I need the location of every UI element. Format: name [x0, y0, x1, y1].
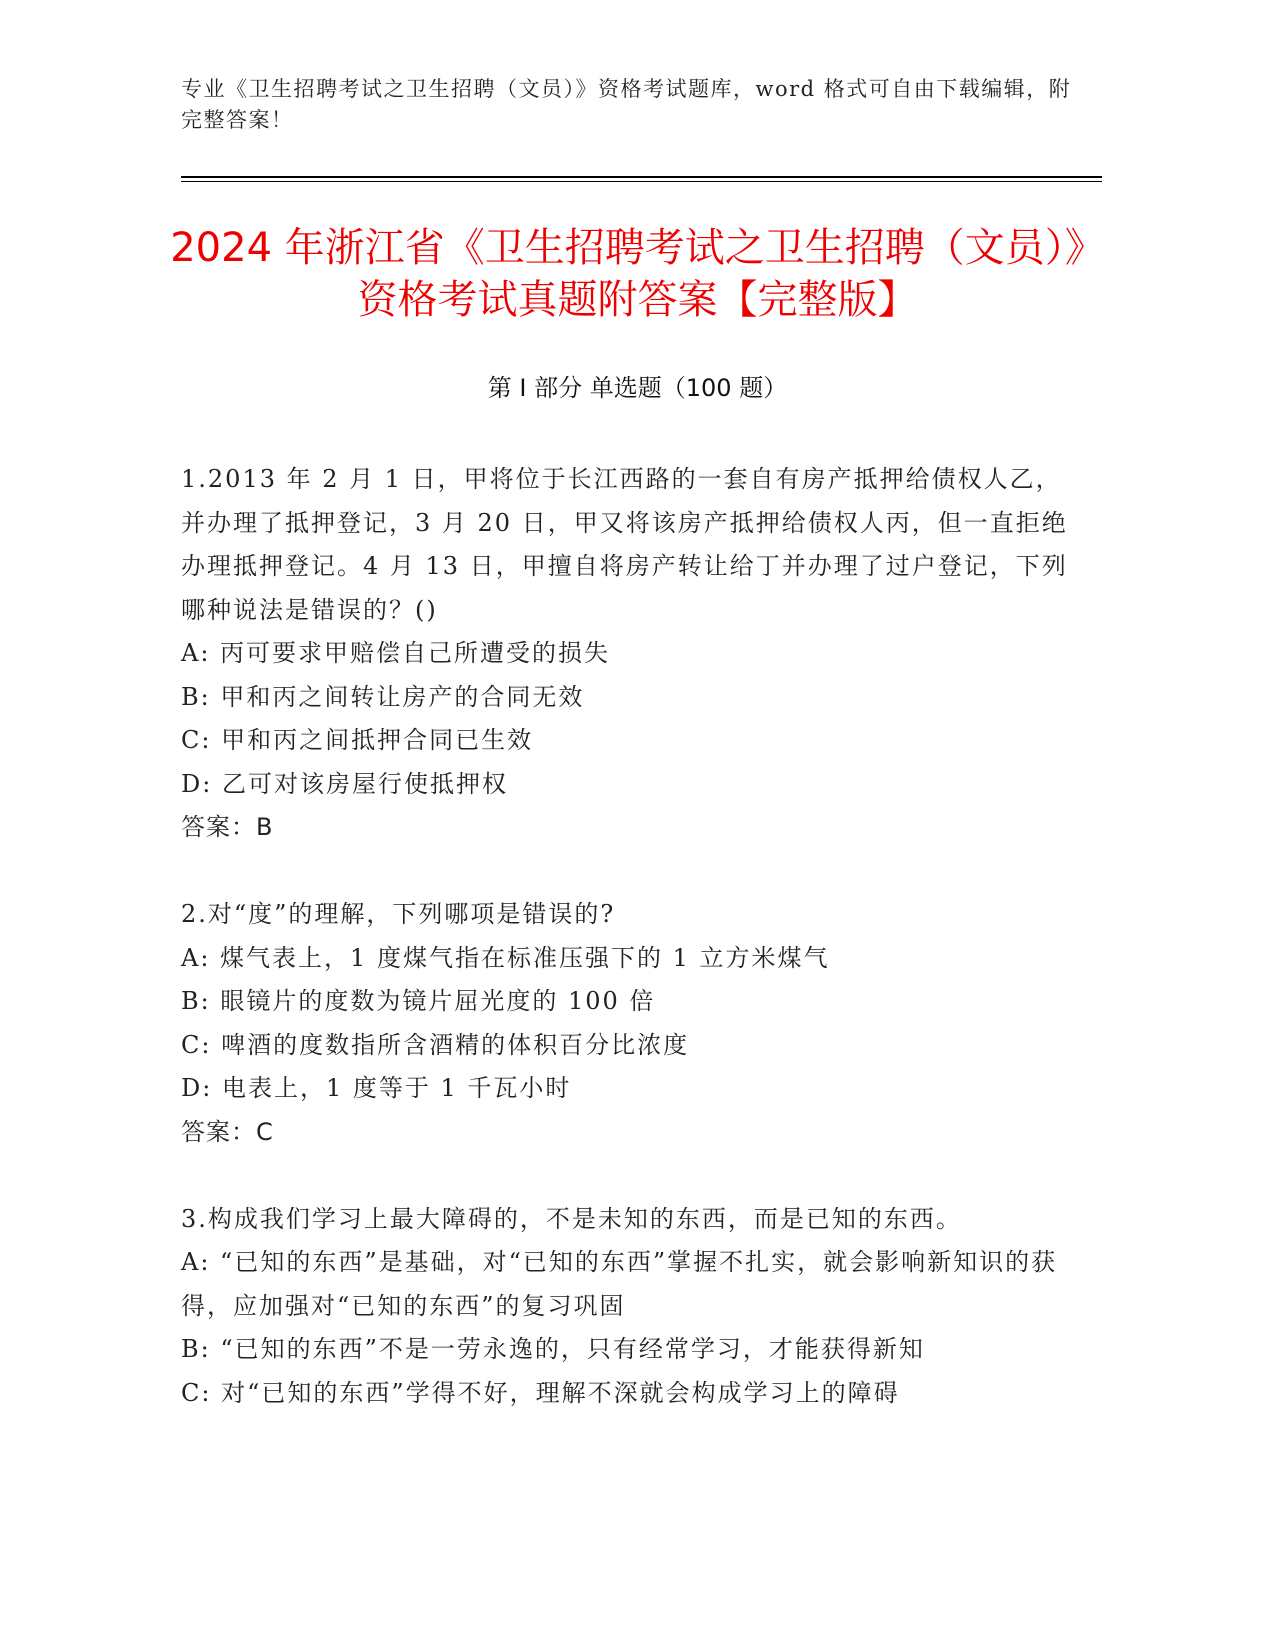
question-option-a: A: 煤气表上，1 度煤气指在标准压强下的 1 立方米煤气	[181, 943, 830, 972]
question-answer: 答案：C	[181, 1117, 274, 1146]
header-note: 专业《卫生招聘考试之卫生招聘（文员）》资格考试题库，word 格式可自由下载编辑，附完整答案！	[181, 77, 1072, 132]
question-option-a: A: 丙可要求甲赔偿自己所遭受的损失	[181, 639, 611, 667]
question-3	[181, 1198, 1081, 1416]
document-title: 2024 年浙江省《卫生招聘考试之卫生招聘（文员）》资格考试真题附答案【完整版】	[170, 225, 1105, 323]
header-rule-thick	[181, 176, 1102, 178]
question-stem: 3.构成我们学习上最大障碍的，不是未知的东西，而是已知的东西。	[181, 1204, 962, 1233]
question-2	[181, 893, 1081, 1154]
question-stem: 1.2013 年 2 月 1 日，甲将位于长江西路的一套自有房产抵押给债权人乙，并办理了抵押登记，3 月 20 日，甲又将该房产抵押给债权人丙，但一直拒绝办理抵押登记。4 月 13 日，甲擅自将房产转让给丁并办理了过户登记，下列哪种说法是错误的？()	[181, 465, 1068, 624]
header-rule-thin	[181, 181, 1102, 182]
question-option-b: B: 眼镜片的度数为镜片屈光度的 100 倍	[181, 987, 656, 1015]
question-option-c: C: 啤酒的度数指所含酒精的体积百分比浓度	[181, 1030, 690, 1059]
question-1	[181, 458, 1081, 850]
question-option-a: A: “已知的东西”是基础，对“已知的东西”掌握不扎实，就会影响新知识的获得，应加强对“已知的东西”的复习巩固	[181, 1248, 1058, 1320]
section-heading: 第 I 部分 单选题（100 题）	[487, 374, 788, 402]
question-answer: 答案：B	[181, 813, 274, 841]
question-option-d: D: 乙可对该房屋行使抵押权	[181, 769, 508, 798]
question-option-c: C: 对“已知的东西”学得不好，理解不深就会构成学习上的障碍	[181, 1378, 900, 1407]
question-option-b: B: “已知的东西”不是一劳永逸的，只有经常学习，才能获得新知	[181, 1335, 925, 1363]
question-list	[181, 458, 1081, 1459]
question-option-c: C: 甲和丙之间抵押合同已生效	[181, 726, 534, 754]
question-option-b: B: 甲和丙之间转让房产的合同无效	[181, 682, 585, 711]
question-stem: 2.对“度”的理解，下列哪项是错误的?	[181, 900, 616, 928]
question-option-d: D: 电表上，1 度等于 1 千瓦小时	[181, 1074, 572, 1102]
